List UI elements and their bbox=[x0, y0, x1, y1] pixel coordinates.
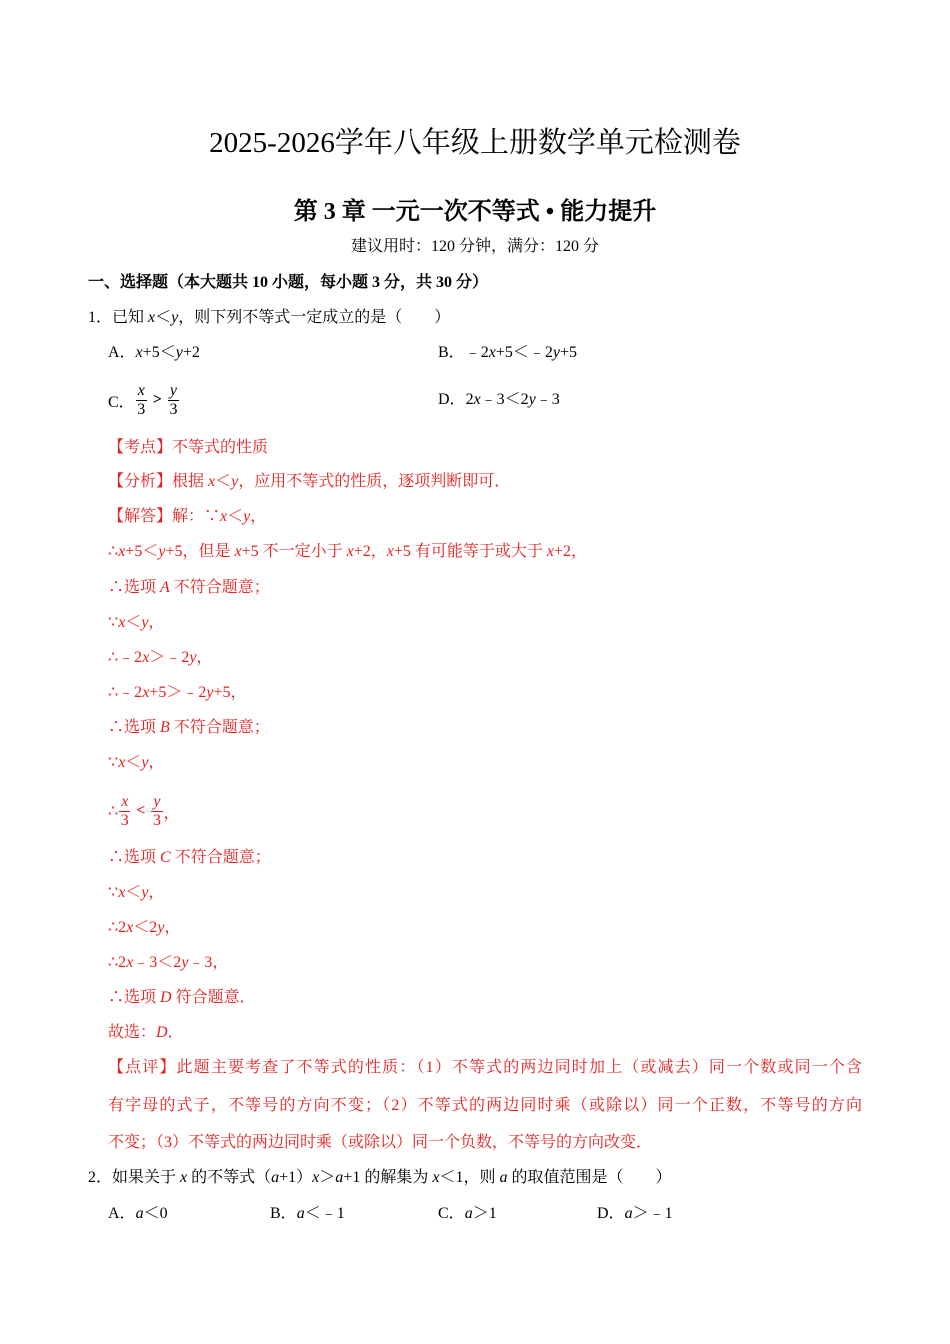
text-run: +5，但是 bbox=[165, 543, 235, 560]
math-variable: x bbox=[432, 1169, 440, 1186]
q2-stem bbox=[88, 1168, 671, 1188]
text-run: ， bbox=[196, 649, 213, 666]
fraction-denominator: 3 bbox=[169, 400, 178, 418]
math-variable: B bbox=[160, 719, 170, 736]
fraction bbox=[151, 793, 162, 830]
text-run: ∴2 bbox=[108, 954, 127, 971]
q1-stem bbox=[88, 308, 450, 328]
text-run: ﹣3＜2 bbox=[480, 391, 529, 408]
option-label: D． bbox=[438, 391, 466, 408]
math-variable: y bbox=[181, 954, 189, 971]
math-variable: A bbox=[160, 579, 170, 596]
text-run: +2， bbox=[554, 543, 588, 560]
solution-dianping-line: 不变；（3）不等式的两边同时乘（或除以）同一个负数，不等号的方向改变． bbox=[108, 1134, 653, 1151]
math-variable: y bbox=[171, 309, 179, 326]
text-run: ． bbox=[167, 1024, 184, 1041]
math-variable: y bbox=[158, 543, 166, 560]
q1-option-a bbox=[108, 343, 200, 363]
math-variable: y bbox=[528, 391, 536, 408]
math-variable: x bbox=[126, 954, 134, 971]
text-run: ，应用不等式的性质，逐项判断即可． bbox=[238, 473, 511, 490]
text-run: ﹣2 bbox=[464, 344, 489, 361]
text-run: ﹣3 bbox=[535, 391, 560, 408]
q2-option-d bbox=[597, 1204, 673, 1224]
math-variable: x bbox=[142, 649, 150, 666]
text-run: ＜﹣1 bbox=[304, 1205, 345, 1222]
text-run: ， bbox=[163, 804, 180, 822]
q1-option-b bbox=[438, 343, 577, 363]
q1-option-c bbox=[108, 380, 180, 420]
text-run: ∴﹣2 bbox=[108, 684, 143, 701]
text-run: +1 的解集为 bbox=[343, 1169, 433, 1186]
q2-option-a bbox=[108, 1204, 168, 1224]
math-variable: x bbox=[312, 1169, 320, 1186]
solution-step bbox=[108, 718, 270, 738]
math-variable: y bbox=[231, 473, 239, 490]
math-variable: x bbox=[118, 754, 126, 771]
inequality-sign: > bbox=[152, 391, 162, 408]
text-run: +5 有可能等于或大于 bbox=[393, 543, 547, 560]
option-content bbox=[466, 391, 560, 408]
text-run: ，则下列不等式一定成立的是（ ） bbox=[178, 309, 451, 326]
text-run: ， bbox=[250, 508, 267, 525]
solution-fenxi bbox=[108, 472, 510, 492]
math-variable: x bbox=[148, 309, 156, 326]
math-variable: x bbox=[488, 344, 496, 361]
solution-step-fraction bbox=[108, 791, 180, 831]
solution-step bbox=[108, 578, 270, 598]
text-run: ∴选项 bbox=[108, 719, 161, 736]
text-run: ＜ bbox=[125, 884, 142, 901]
text-run: ∴选项 bbox=[108, 989, 161, 1006]
solution-kaodian bbox=[108, 438, 268, 458]
text-run: ， bbox=[164, 919, 181, 936]
math-variable: D bbox=[160, 989, 172, 1006]
solution-dianping-line: 有字母的式子，不等号的方向不变；（2）不等式的两边同时乘（或除以）同一个正数，不等号的方向 bbox=[108, 1097, 862, 1114]
math-variable: x bbox=[208, 473, 216, 490]
math-variable: x bbox=[546, 543, 554, 560]
option-label: C． bbox=[108, 393, 135, 411]
text-run: ∴选项 bbox=[108, 849, 161, 866]
text-run: +5 bbox=[559, 344, 577, 361]
math-variable: x bbox=[118, 884, 126, 901]
math-variable: x bbox=[346, 543, 354, 560]
math-variable: y bbox=[141, 754, 149, 771]
fraction bbox=[168, 382, 179, 419]
option-label: B． bbox=[438, 344, 465, 361]
math-variable: y bbox=[175, 344, 183, 361]
math-variable: a bbox=[296, 1205, 305, 1222]
chapter-subtitle: 第 3 章 一元一次不等式 • 能力提升 bbox=[293, 199, 657, 225]
text-run: ＞ bbox=[319, 1169, 336, 1186]
text-run: ﹣3＜2 bbox=[133, 954, 182, 971]
math-variable: x bbox=[180, 1169, 188, 1186]
text-run: ， bbox=[148, 614, 165, 631]
math-variable: a bbox=[464, 1205, 473, 1222]
math-variable: a bbox=[624, 1205, 633, 1222]
option-content bbox=[297, 1205, 345, 1222]
solution-step bbox=[108, 988, 256, 1008]
text-run: 不符合题意； bbox=[170, 849, 271, 866]
fraction-denominator: 3 bbox=[137, 400, 146, 418]
time-score-info: 建议用时：120 分钟，满分：120 分 bbox=[350, 238, 599, 255]
math-variable: x bbox=[473, 391, 481, 408]
fraction bbox=[136, 382, 147, 419]
text-run: 的不等式（ bbox=[187, 1169, 272, 1186]
solution-dianping-line: 【点评】此题主要考查了不等式的性质：（1）不等式的两边同时加上（或减去）同一个数或同一个含 bbox=[108, 1059, 862, 1076]
math-variable: y bbox=[157, 919, 165, 936]
solution-step bbox=[108, 542, 587, 562]
fraction-numerator: x bbox=[121, 792, 129, 810]
math-variable: x bbox=[126, 919, 134, 936]
text-run: +2 bbox=[182, 344, 200, 361]
solution-step bbox=[108, 883, 164, 903]
text-run: ∴选项 bbox=[108, 579, 161, 596]
option-label: C． bbox=[438, 1205, 465, 1222]
text-run: +5＜﹣2 bbox=[495, 344, 553, 361]
text-run: ＜0 bbox=[143, 1205, 168, 1222]
math-variable: y bbox=[206, 684, 214, 701]
math-variable: y bbox=[552, 344, 560, 361]
section-heading: 一、选择题（本大题共 10 小题，每小题 3 分，共 30 分） bbox=[88, 274, 489, 291]
math-variable: x bbox=[386, 543, 394, 560]
text-run: 不符合题意； bbox=[169, 579, 270, 596]
text-run: ， bbox=[148, 754, 165, 771]
fraction bbox=[119, 793, 130, 830]
page-title: 2025-2026学年八年级上册数学单元检测卷 bbox=[209, 127, 741, 159]
text-run: ﹣3， bbox=[188, 954, 229, 971]
text-run: +5 不一定小于 bbox=[241, 543, 347, 560]
text-run: 的取值范围是（ ） bbox=[507, 1169, 672, 1186]
q2-option-b bbox=[270, 1204, 345, 1224]
math-variable: y bbox=[189, 649, 197, 666]
text-run: 2 bbox=[465, 391, 474, 408]
math-variable: x bbox=[118, 614, 126, 631]
option-content bbox=[136, 344, 200, 361]
solution-step bbox=[108, 648, 212, 668]
math-variable: y bbox=[141, 614, 149, 631]
text-run: ＜ bbox=[227, 508, 244, 525]
option-content bbox=[465, 344, 577, 361]
math-variable: x bbox=[234, 543, 242, 560]
text-run: +5＜ bbox=[125, 543, 159, 560]
text-run: ∵ bbox=[108, 614, 119, 631]
text-run: ＞1 bbox=[472, 1205, 497, 1222]
text-run: ＜ bbox=[215, 473, 232, 490]
solution-step bbox=[108, 683, 246, 703]
solution-step bbox=[108, 753, 164, 773]
math-variable: a bbox=[499, 1169, 508, 1186]
solution-step bbox=[108, 953, 228, 973]
text-run: ∴ bbox=[108, 543, 119, 560]
math-variable: a bbox=[335, 1169, 344, 1186]
option-label: A． bbox=[108, 344, 136, 361]
math-variable: C bbox=[160, 849, 171, 866]
text-run: ＜ bbox=[125, 754, 142, 771]
text-run: 1．已知 bbox=[88, 309, 149, 326]
math-variable: x bbox=[135, 344, 143, 361]
math-variable: a bbox=[135, 1205, 144, 1222]
text-run: ＜ bbox=[125, 614, 142, 631]
text-run: ＜ bbox=[155, 309, 172, 326]
text-run: ∵ bbox=[108, 884, 119, 901]
text-run: +2， bbox=[353, 543, 387, 560]
option-label: B． bbox=[270, 1205, 297, 1222]
option-content bbox=[135, 382, 180, 419]
text-run: ＜1，则 bbox=[439, 1169, 500, 1186]
text-run: 符合题意． bbox=[171, 989, 256, 1006]
math-variable: x bbox=[142, 684, 150, 701]
math-variable: a bbox=[271, 1169, 280, 1186]
solution-answer bbox=[108, 1023, 184, 1043]
fraction-numerator: x bbox=[137, 381, 145, 399]
fraction-numerator: y bbox=[153, 792, 161, 810]
text-run: ∴﹣2 bbox=[108, 649, 143, 666]
option-label: A． bbox=[108, 1205, 136, 1222]
math-variable: x bbox=[118, 543, 126, 560]
q1-option-d bbox=[438, 390, 560, 410]
text-run: +1） bbox=[279, 1169, 313, 1186]
inequality-sign: < bbox=[136, 802, 146, 819]
q2-option-c bbox=[438, 1204, 497, 1224]
text-run: +5＞﹣2 bbox=[149, 684, 207, 701]
solution-step bbox=[108, 848, 271, 868]
math-variable: y bbox=[141, 884, 149, 901]
option-content bbox=[625, 1205, 673, 1222]
text-run: ∴ bbox=[108, 803, 119, 820]
text-run: ∴2 bbox=[108, 919, 127, 936]
text-run: ＞﹣2 bbox=[149, 649, 190, 666]
math-variable: x bbox=[220, 508, 228, 525]
solution-jieda bbox=[108, 507, 266, 527]
text-run: 【解答】解：∵ bbox=[108, 508, 221, 525]
math-variable: y bbox=[243, 508, 251, 525]
fraction-denominator: 3 bbox=[152, 811, 161, 829]
text-run: ＞﹣1 bbox=[632, 1205, 673, 1222]
option-label: D． bbox=[597, 1205, 625, 1222]
fraction-denominator: 3 bbox=[120, 811, 129, 829]
text-run: 2．如果关于 bbox=[88, 1169, 181, 1186]
text-run: ∵ bbox=[108, 754, 119, 771]
text-run: +5， bbox=[213, 684, 247, 701]
text-run: 故选： bbox=[108, 1024, 157, 1041]
text-run: ＜2 bbox=[133, 919, 158, 936]
option-content bbox=[465, 1205, 497, 1222]
text-run: 不符合题意； bbox=[169, 719, 270, 736]
math-variable: D bbox=[156, 1024, 168, 1041]
fraction-numerator: y bbox=[169, 381, 178, 399]
text-run: 【分析】根据 bbox=[108, 473, 209, 490]
solution-step bbox=[108, 918, 180, 938]
option-content bbox=[136, 1205, 168, 1222]
text-run: ， bbox=[148, 884, 165, 901]
text-run: +5＜ bbox=[142, 344, 176, 361]
solution-step bbox=[108, 613, 164, 633]
text-run: 【考点】不等式的性质 bbox=[108, 439, 269, 456]
